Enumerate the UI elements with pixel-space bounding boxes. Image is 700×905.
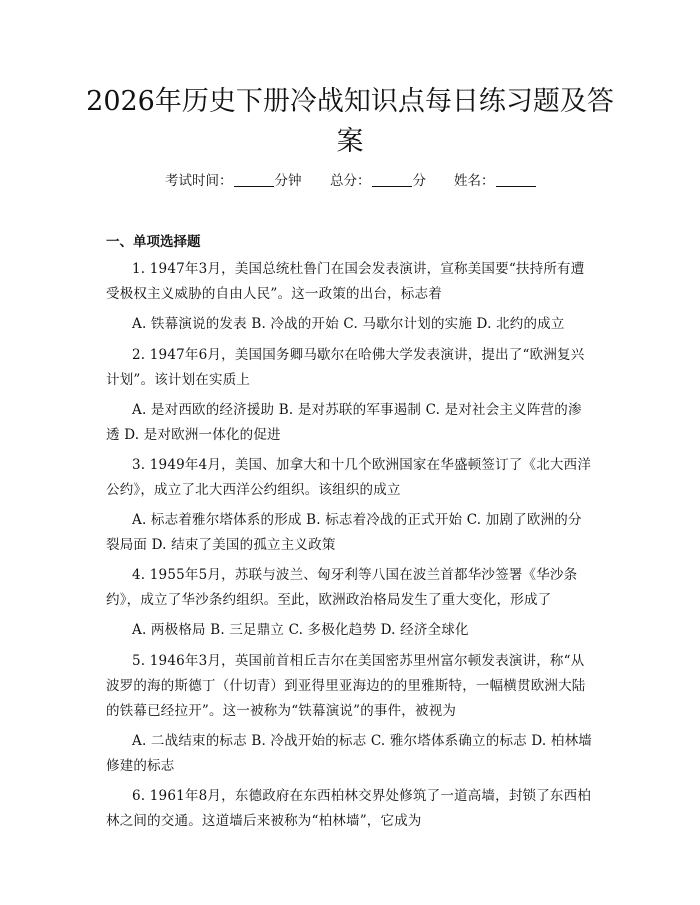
question-2-stem: 2. 1947年6月，美国国务卿马歇尔在哈佛大学发表演讲，提出了“欧洲复兴计划”。该计划在实质上 xyxy=(106,347,585,388)
question-1-options: A. 铁幕演说的发表 B. 冷战的开始 C. 马歇尔计划的实施 D. 北约的成立 xyxy=(132,316,565,332)
total-score-label: 总分： xyxy=(330,173,371,189)
question-6-stem: 6. 1961年8月，东德政府在东西柏林交界处修筑了一道高墙，封锁了东西柏林之间的交通。这道墙后来被称为“柏林墙”，它成为 xyxy=(106,788,592,829)
exam-info-line xyxy=(0,169,700,191)
total-score-blank xyxy=(372,172,412,187)
exam-time-field xyxy=(165,169,302,189)
total-score-unit: 分 xyxy=(412,173,426,189)
question-3-stem: 3. 1949年4月，美国、加拿大和十几个欧洲国家在华盛顿签订了《北大西洋公约》，成立了北大西洋公约组织。该组织的成立 xyxy=(106,457,592,498)
question-5-stem: 5. 1946年3月，英国前首相丘吉尔在美国密苏里州富尔顿发表演讲，称“从波罗的海的斯德丁（什切青）到亚得里亚海边的的里雅斯特，一幅横贯欧洲大陆的铁幕已经拉开”。这一被称为“铁幕演说”的事件，被视为 xyxy=(106,653,586,719)
question-1-stem: 1. 1947年3月，美国总统杜鲁门在国会发表演讲，宣称美国要“扶持所有遭受极权主义威胁的自由人民”。这一政策的出台，标志着 xyxy=(106,261,585,302)
exam-time-label: 考试时间： xyxy=(165,173,233,189)
question-3-options: A. 标志着雅尔塔体系的形成 B. 标志着冷战的正式开始 C. 加剧了欧洲的分裂局面 D. 结束了美国的孤立主义政策 xyxy=(106,512,582,553)
student-name-field xyxy=(454,169,537,189)
student-name-blank xyxy=(496,172,536,187)
student-name-label: 姓名： xyxy=(454,173,495,189)
question-2-options: A. 是对西欧的经济援助 B. 是对苏联的军事遏制 C. 是对社会主义阵营的渗透 D. 是对欧洲一体化的促进 xyxy=(106,402,582,443)
exam-time-unit: 分钟 xyxy=(274,173,302,189)
total-score-field xyxy=(330,169,426,189)
document-title: 2026年历史下册冷战知识点每日练习题及答案 xyxy=(86,86,614,157)
question-4-stem: 4. 1955年5月，苏联与波兰、匈牙利等八国在波兰首都华沙签署《华沙条约》，成立了华沙条约组织。至此，欧洲政治格局发生了重大变化，形成了 xyxy=(106,567,578,608)
section-heading: 一、单项选择题 xyxy=(106,234,201,250)
question-5-options: A. 二战结束的标志 B. 冷战开始的标志 C. 雅尔塔体系确立的标志 D. 柏林墙修建的标志 xyxy=(106,733,592,774)
exam-time-blank xyxy=(234,172,274,187)
question-4-options: A. 两极格局 B. 三足鼎立 C. 多极化趋势 D. 经济全球化 xyxy=(132,622,469,638)
